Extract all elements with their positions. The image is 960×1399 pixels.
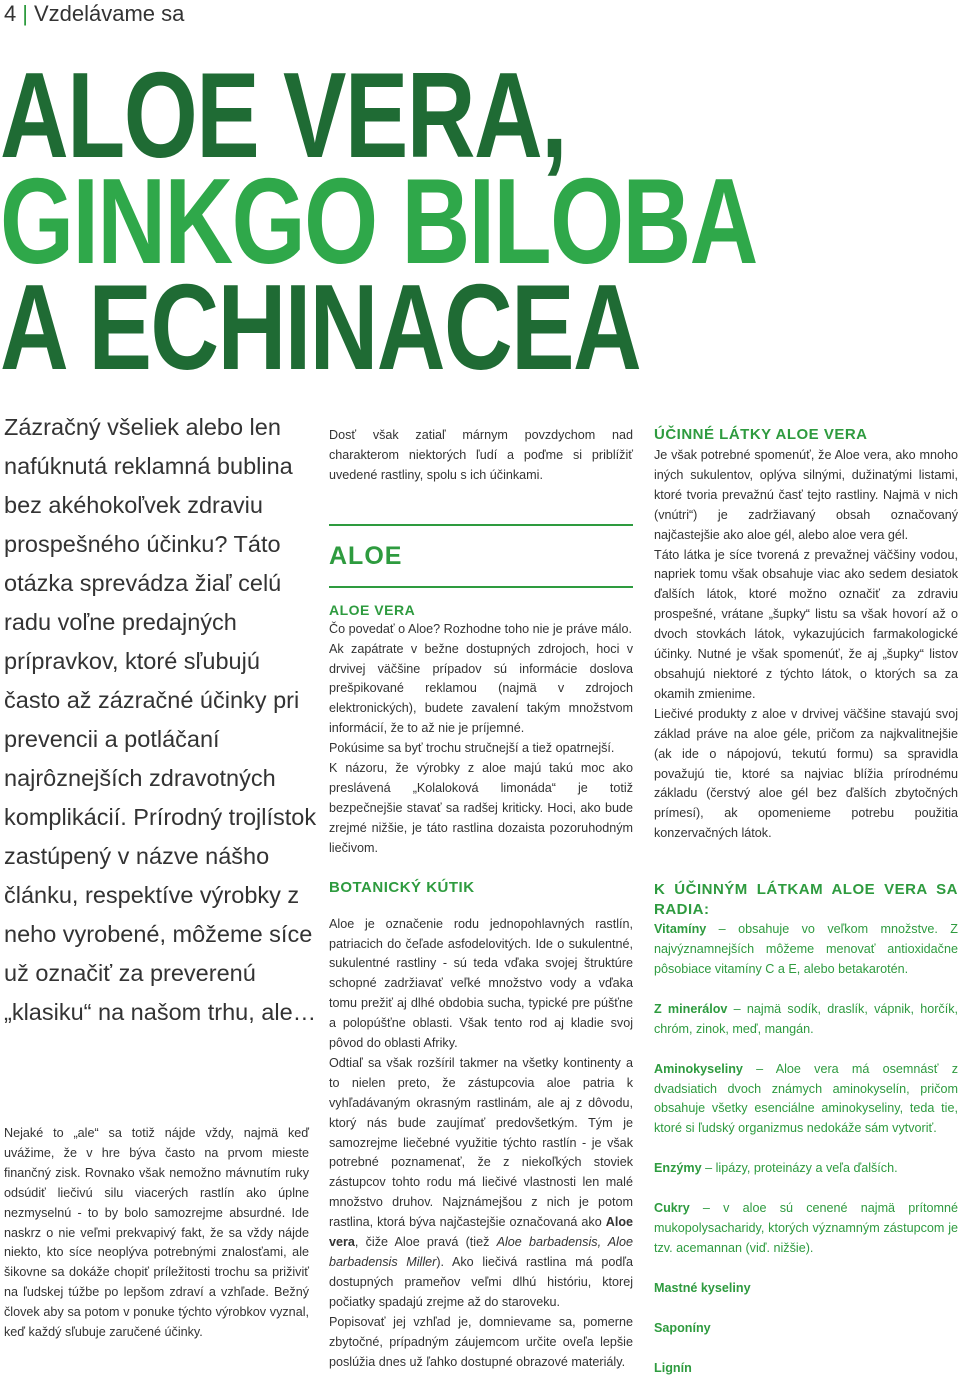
col3-paragraph-3: Liečivé produkty z aloe v drvivej väčšine stavajú svoj základ práve na aloe géle, pričom za najkvalitnejšie (ak ide o nápojovú, tekutú formu) sa spravidla považujú tie, ktoré sa najviac blížia prírodnému základu (čerstvý aloe gél bez ďalších zbytočných prímesí), ak opomenieme potrebu použitia konzervačných látok. [654, 706, 958, 841]
column-3 [654, 424, 958, 1399]
divider-top [329, 524, 633, 526]
list-item-term: Cukry [654, 1201, 690, 1216]
col2-paragraph-6: Aloe je označenie rodu jednopohlavných rastlín, patriacich do čeľade asfodelovitých. Ide o sukulentné, sukulentné rastliny - sú teda vďaka svojej štruktúre schopné zadržiavať veľké množstvo vody a vďaka tomu prežiť aj dlhé obdobia sucha, typické pre púšťne a polopúšťne oblasti. Však tento rod aj kladie svoj pôvod do oblasti Afriky. [329, 916, 633, 1051]
title-line-2: GINKGO BILOBA [0, 153, 757, 289]
lead-paragraph: Zázračný všeliek alebo len nafúknutá reklamná bublina bez akéhokoľvek zdraviu prospešného účinku? Táto otázka sprevádza žiaľ celú radu voľne predajných prípravkov, ktoré sľubujú často až zázračné účinky pri prevencii a potláčaní najrôznejších zdravotných komplikácií. Prírodný trojlístok zastúpený v názve nášho článku, respektíve výrobky z neho vyrobené, môžeme síce už označiť za preverenú „klasiku“ na našom trhu, ale… [4, 414, 317, 1025]
col3-paragraph-2: Táto látka je síce tvorená z prevažnej väčšiny vodou, napriek tomu však obsahuje viac ako sedem desiatok ďalších látok, ktoré možno označiť za zdraviu prospešné, vrátane „šupky“ listu sa však hovorí až o dvoch stovkách látok, vykazujúcich farmakologické účinky. Nutné je však spomenúť, že aj „šupky“ listov obsahujú niektoré z týchto látok, o ktorých sa za okamih zmienime. [654, 547, 958, 701]
aloe-heading: ALOE [329, 541, 403, 570]
column-2 [329, 426, 633, 1372]
active-substances-heading: ÚČINNÉ LÁTKY ALOE VERA [654, 426, 868, 443]
p7-end: ). Ako liečivá rastlina má podľa dostupných prameňov veľmi dlhú históriu, ktorej počiatky spadajú zrejme až do staroveku. [329, 1255, 634, 1309]
title-line-3: A ECHINACEA [0, 259, 641, 395]
section-name: Vzdelávame sa [33, 1, 185, 26]
list-item [654, 920, 958, 980]
list-item-term: Mastné kyseliny [654, 1280, 751, 1295]
list-item-term: Vitamíny [654, 922, 707, 937]
title-line-1: ALOE VERA, [0, 47, 567, 183]
divider-bottom [329, 586, 633, 588]
intro-lead [4, 408, 319, 1032]
list-item [654, 1359, 958, 1379]
list-item-text: – najmä sodík, draslík, vápnik, horčík, chróm, zinok, meď, mangán. [654, 1001, 959, 1036]
botanic-heading: BOTANICKÝ KÚTIK [329, 878, 475, 896]
article-title [0, 47, 757, 395]
col2-paragraph-1: Dosť však zatiaľ márnym povzdychom nad charakterom niektorých ľudí a poďme si priblížiť uvedené rastliny, spolu s ich účinkami. [329, 428, 633, 482]
p7-mid: , čiže Aloe pravá (tiež [354, 1235, 490, 1250]
header-divider: | [22, 1, 28, 26]
list-item-term: Enzýmy [654, 1161, 702, 1176]
substances-list [654, 920, 958, 1379]
list-item-term: Aminokyseliny [654, 1061, 743, 1076]
col2-paragraph-5: K názoru, že výrobky z aloe majú takú moc ako preslávená „Kolaloková limonáda“ je totiž bezpečnejšie stavať sa radšej kriticky. Hoci, ako bude zrejmé nižšie, je táto rastlina dozaista pozoruhodným liečivom. [329, 761, 633, 855]
list-item-text: – lipázy, proteinázy a veľa ďalších. [701, 1161, 898, 1176]
list-item [654, 1159, 958, 1179]
col2-paragraph-2: Čo povedať o Aloe? Rozhodne toho nie je práve málo. [329, 621, 632, 636]
col3-paragraph-1: Je však potrebné spomenúť, že Aloe vera, ako mnoho iných sukulentov, oplýva silnými, dužinatými listami, ktoré tvoria prevažnú časť tejto rastliny. Najmä v nich (vnútri“) je zadržiavaný obsah označovaný najčastejšie ako aloe gél, alebo aloe vera gél. [654, 448, 958, 542]
p7-italic: Aloe barbadensis, Aloe barbadensis Miller [329, 1235, 633, 1269]
list-item [654, 1199, 958, 1259]
substances-list-heading: K ÚČINNÝM LÁTKAM ALOE VERA SA RADIA: [654, 881, 958, 919]
col2-paragraph-8: Popisovať jej vzhľad je, domnievame sa, pomerne zbytočné, prípadným záujemcom určite oveľa lepšie poslúžia dnes už ľahko dostupné obrazové materiály. [329, 1314, 633, 1369]
list-item [654, 1319, 958, 1339]
list-item-term: Z minerálov [654, 1001, 728, 1016]
list-item-term: Lignín [654, 1360, 692, 1375]
col2-paragraph-7 [329, 1054, 633, 1313]
list-item-text: – obsahuje vo veľkom množstve. Z najvýznamnejších môžeme menovať antioxidačne pôsobiace vitamíny C a E, alebo betakarotén. [654, 922, 958, 976]
page-number: 4 [4, 1, 17, 26]
page-header [4, 0, 184, 28]
list-item-text: – v aloe sú cenené najmä prítomné mukopolysacharidy, ktorých významným zástupcom je tzv. acemannan (viď. nižšie). [654, 1201, 958, 1255]
list-item [654, 1000, 958, 1040]
list-item [654, 1279, 958, 1299]
list-item-term: Saponíny [654, 1320, 711, 1335]
list-item-text: – Aloe vera má osemnásť z dvadsiatich dvoch známych aminokyselín, pričom obsahuje všetky esenciálne aminokyseliny, teda tie, ktoré si ľudský organizmus nedokáže sám vytvoriť. [654, 1061, 958, 1136]
col2-paragraph-3: Ak zapátrate v bežne dostupných zdrojoch, hoci v drvivej väčšine prípadov sú informácie doslova prešpikované reklamou (najmä v zdrojoch elektronických), budete zavalení takým množstvom informácií, že to až nie je príjemné. [329, 641, 633, 736]
p7-bold: Aloe vera [329, 1215, 634, 1250]
intro-body-paragraph: Nejaké to „ale“ sa totiž nájde vždy, najmä keď uvážime, že v hre býva často na prvom mieste finančný zisk. Rovnako však nemožno mávnutím ruky odsúdiť liečivú silu viacerých rastlín ako úplne nezmyselnú - to by bolo samozrejme absurdné. Ide naskrz o nie veľmi prekvapivý fakt, že sa vždy nájde niekto, kto síce neoplýva potrebnými znalosťami, ale šikovne sa dokáže chopiť príležitosti trochu sa priživiť na ľudskej túžbe po lepšom zdraví a vzhľade. Bežný človek aby sa potom v ponuke týchto výrobkov vyznal, keď každý sľubuje zaručené účinky. [4, 1126, 309, 1340]
p7-text: Odtiaľ sa však rozšíril takmer na všetky kontinenty a to nielen preto, že zástupcovia aloe patria k vyhľadávaným okrasným rastlinám, ale aj z dôvodu, ktorý nás bude zaujímať predovšetkým. Tým je samozrejme liečebné využitie týchto rastlín - je však potrebné poznamenať, že z niekoľkých stoviek zástupcov tohto rodu má liečivé vlastnosti len malé množstvo druhov. Najznámejšou z nich je potom rastlina, ktorá býva najčastejšie označovaná ako [329, 1055, 633, 1230]
intro-body [4, 1124, 309, 1343]
col2-paragraph-4: Pokúsime sa byť trochu stručnejší a tiež opatrnejší. [329, 741, 615, 756]
aloe-vera-subheading: ALOE VERA [329, 601, 416, 618]
list-item [654, 1060, 958, 1140]
